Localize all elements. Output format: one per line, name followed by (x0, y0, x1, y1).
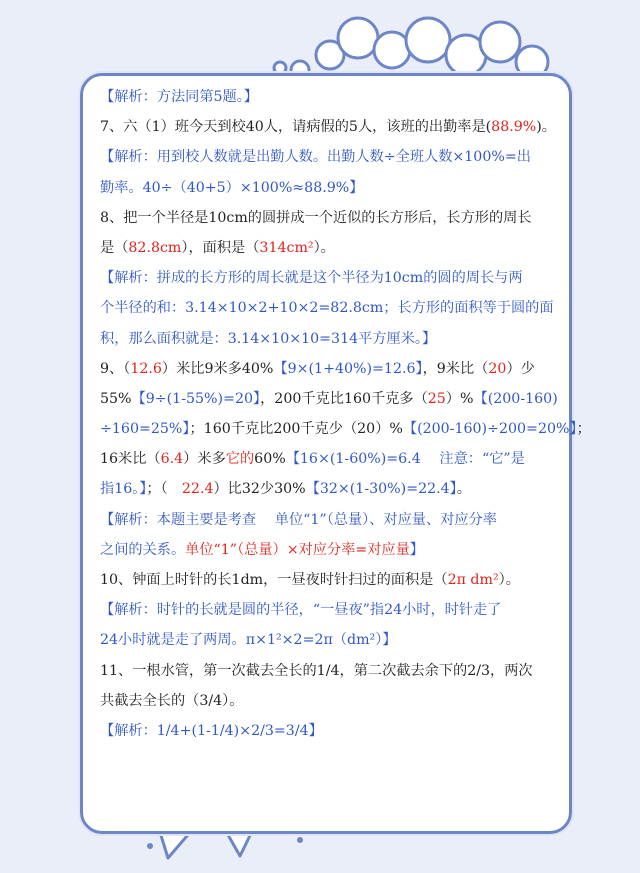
analysis-text: 指16。】 (100, 481, 147, 498)
text-line (100, 414, 591, 444)
text-line (100, 656, 552, 686)
question-text: 7、六（1）班今天到校40人，请病假的5人，该班的出勤率是( (100, 119, 492, 136)
text-line (100, 324, 552, 354)
analysis-text: 【解析：本题主要是考查 单位“1”（总量）、对应量、对应分率 (100, 511, 497, 528)
question-text: ；（ (146, 481, 182, 498)
analysis-text: 之间的关系。 (100, 541, 186, 558)
question-text: ；160千克比200千克少（20）% (189, 421, 403, 438)
question-text: 11、一根水管，第一次截去全长的1/4，第二次截去余下的2/3，两次 (100, 662, 533, 679)
worksheet-text (100, 82, 591, 746)
text-line (100, 142, 552, 172)
text-line (100, 203, 552, 233)
text-line (100, 233, 552, 263)
text-line (100, 263, 552, 293)
question-text: ）少 (506, 360, 535, 377)
answer-text: 20 (488, 360, 507, 377)
text-line (100, 82, 552, 112)
question-text: ）。 (498, 572, 520, 588)
text-line (100, 173, 552, 203)
text-line (100, 444, 552, 474)
text-line (100, 595, 552, 625)
question-text: ）米比9米多40% (161, 360, 274, 377)
question-text: ）% (445, 390, 474, 407)
answer-text: 6.4 (160, 451, 184, 468)
question-text: 60% (254, 451, 286, 468)
text-line (100, 293, 552, 323)
analysis-text: 】 (409, 541, 424, 558)
answer-text: 88.9% (491, 119, 537, 136)
question-text: ）米多 (183, 451, 226, 468)
question-text: 16米比（ (100, 451, 161, 468)
question-text: 。 (456, 481, 471, 498)
analysis-text: 【(200-160)÷200=20%】 (402, 421, 577, 438)
analysis-text: 24小时就是走了两周。π×1²×2=2π（dm²）】 (100, 632, 397, 649)
analysis-text: 【解析：拼成的长方形的周长就是这个半径为10cm的圆的周长与两 (100, 270, 523, 287)
question-text: 是（ (100, 239, 129, 256)
analysis-text: 【解析：用到校人数就是出勤人数。出勤人数÷全班人数×100%=出 (100, 149, 531, 166)
question-text: ）比32少30% (213, 481, 306, 498)
analysis-text: 勤率。40÷（40+5）×100%≈88.9%】 (100, 179, 364, 196)
text-line (100, 505, 552, 535)
answer-text: 12.6 (130, 360, 162, 377)
question-text: ）。 (313, 239, 335, 256)
analysis-text: 【(200-160) (473, 390, 558, 407)
question-text: ），面积是（ (181, 239, 260, 256)
text-line (100, 625, 552, 655)
answer-text: 2π dm² (447, 572, 499, 588)
answer-text: 25 (427, 390, 446, 407)
analysis-text: 【16×(1-60%)=6.4 注意：“它”是 (285, 451, 525, 468)
question-text: ，200千克比160千克多（ (260, 390, 428, 407)
answer-text: 它的 (225, 451, 255, 468)
text-line (100, 112, 556, 142)
analysis-text: ÷160=25%】 (100, 421, 190, 438)
text-line (100, 686, 552, 716)
answer-text: 314cm² (259, 239, 314, 256)
answer-text: 单位“1”（总量）×对应分率=对应量 (185, 541, 410, 558)
analysis-text: 积，那么面积就是：3.14×10×10=314平方厘米。】 (100, 330, 437, 347)
question-text: 55% (100, 390, 132, 407)
answer-text: 22.4 (181, 481, 214, 498)
question-text: 9、（ (100, 360, 131, 377)
answer-text: 82.8cm (128, 239, 182, 256)
question-text: 10、钟面上时针的长1dm，一昼夜时针扫过的面积是（ (100, 572, 448, 588)
analysis-text: 【9÷(1-55%)=20】 (131, 390, 261, 407)
text-line (100, 716, 552, 746)
question-text: 8、把一个半径是10cm的圆拼成一个近似的长方形后，长方形的周长 (100, 209, 532, 226)
question-text: 共截去全长的（3/4）。 (100, 692, 244, 709)
analysis-text: 【解析：1/4+(1-1/4)×2/3=3/4】 (100, 722, 323, 739)
analysis-text: 【解析：时针的长就是圆的半径，“一昼夜”指24小时，时针走了 (100, 602, 502, 619)
analysis-text: 【解析：方法同第5题。】 (100, 89, 258, 105)
question-text: ，9米比（ (422, 360, 489, 377)
analysis-text: 【9×(1+40%)=12.6】 (273, 360, 423, 377)
text-line (100, 384, 558, 414)
text-line (100, 354, 552, 384)
text-line (100, 565, 552, 595)
analysis-text: 个半径的和：3.14×10×2+10×2=82.8cm；长方形的面积等于圆的面 (100, 300, 554, 317)
analysis-text: 【32×(1-30%)=22.4】 (305, 481, 457, 498)
text-line (100, 535, 552, 565)
question-text: ； (576, 421, 591, 438)
text-line (100, 474, 552, 504)
question-text: )。 (536, 119, 556, 136)
